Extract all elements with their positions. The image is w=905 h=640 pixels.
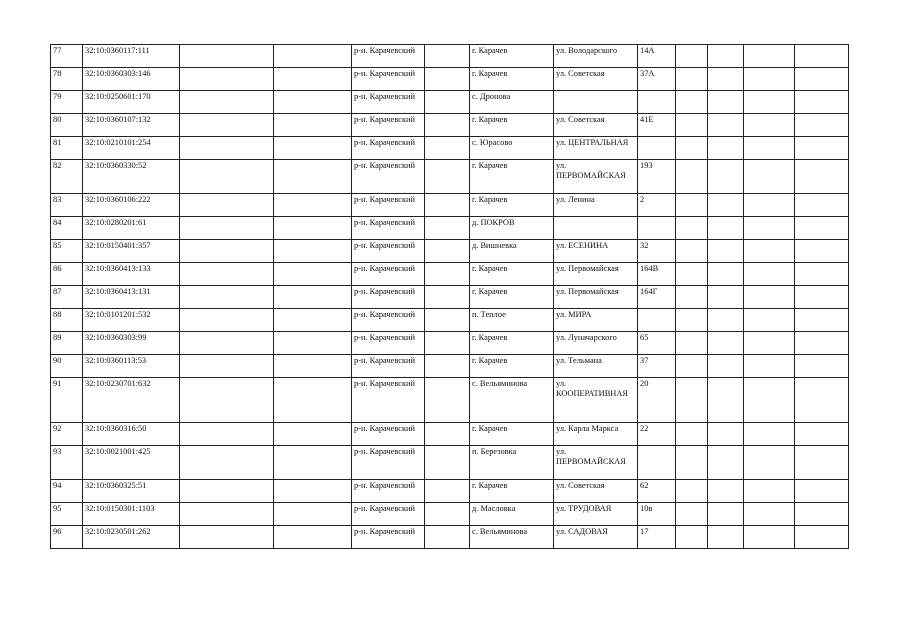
table-row xyxy=(51,45,849,68)
blank-cell xyxy=(676,160,708,194)
blank-cell xyxy=(274,68,352,91)
blank-cell xyxy=(744,446,795,480)
locality-cell: г. Карачев xyxy=(470,286,554,309)
blank-cell xyxy=(676,286,708,309)
locality-cell: д. ПОКРОВ xyxy=(470,217,554,240)
blank-cell xyxy=(744,503,795,526)
locality-cell: г. Карачев xyxy=(470,355,554,378)
blank-cell xyxy=(744,263,795,286)
house-number-cell: 37 xyxy=(638,355,676,378)
locality-cell: г. Карачев xyxy=(470,194,554,217)
street-cell: ул. ЦЕНТРАЛЬНАЯ xyxy=(554,137,638,160)
house-number-cell: 32 xyxy=(638,240,676,263)
blank-cell xyxy=(180,91,274,114)
blank-cell xyxy=(274,480,352,503)
blank-cell xyxy=(274,217,352,240)
locality-cell: с. Дронова xyxy=(470,91,554,114)
cadastral-number-cell: 32:10:0210101:254 xyxy=(83,137,180,160)
blank-cell xyxy=(676,526,708,549)
blank-cell xyxy=(180,526,274,549)
cadastral-number-cell: 32:10:0150401:357 xyxy=(83,240,180,263)
blank-cell xyxy=(425,45,470,68)
blank-cell xyxy=(274,137,352,160)
cadastral-number-cell: 32:10:0360303:146 xyxy=(83,68,180,91)
blank-cell xyxy=(180,423,274,446)
district-cell: р-н. Карачевский xyxy=(352,526,425,549)
street-cell: ул. Ленина xyxy=(554,194,638,217)
house-number-cell: 14А xyxy=(638,45,676,68)
blank-cell xyxy=(795,526,849,549)
street-cell xyxy=(554,217,638,240)
blank-cell xyxy=(676,446,708,480)
blank-cell xyxy=(180,503,274,526)
row-number-cell: 96 xyxy=(51,526,83,549)
blank-cell xyxy=(180,378,274,423)
street-cell xyxy=(554,91,638,114)
blank-cell xyxy=(180,240,274,263)
table-row xyxy=(51,423,849,446)
cadastral-number-cell: 32:10:0360413:131 xyxy=(83,286,180,309)
blank-cell xyxy=(425,91,470,114)
blank-cell xyxy=(274,526,352,549)
blank-cell xyxy=(676,378,708,423)
blank-cell xyxy=(795,286,849,309)
house-number-cell xyxy=(638,91,676,114)
district-cell: р-н. Карачевский xyxy=(352,114,425,137)
blank-cell xyxy=(795,68,849,91)
blank-cell xyxy=(795,355,849,378)
blank-cell xyxy=(744,309,795,332)
locality-cell: п. Березовка xyxy=(470,446,554,480)
table-row xyxy=(51,194,849,217)
house-number-cell xyxy=(638,137,676,160)
table-row xyxy=(51,332,849,355)
cadastral-number-cell: 32:10:0230701:632 xyxy=(83,378,180,423)
blank-cell xyxy=(744,332,795,355)
blank-cell xyxy=(180,286,274,309)
street-cell: ул. Первомайская xyxy=(554,286,638,309)
row-number-cell: 93 xyxy=(51,446,83,480)
blank-cell xyxy=(744,526,795,549)
blank-cell xyxy=(744,194,795,217)
blank-cell xyxy=(425,480,470,503)
blank-cell xyxy=(795,114,849,137)
blank-cell xyxy=(795,160,849,194)
table-row xyxy=(51,286,849,309)
house-number-cell: 41Е xyxy=(638,114,676,137)
blank-cell xyxy=(676,114,708,137)
blank-cell xyxy=(708,503,744,526)
blank-cell xyxy=(708,91,744,114)
blank-cell xyxy=(180,446,274,480)
locality-cell: с. Вельяминова xyxy=(470,526,554,549)
blank-cell xyxy=(744,217,795,240)
district-cell: р-н. Карачевский xyxy=(352,423,425,446)
house-number-cell: 22 xyxy=(638,423,676,446)
blank-cell xyxy=(795,480,849,503)
locality-cell: г. Карачев xyxy=(470,45,554,68)
blank-cell xyxy=(425,503,470,526)
blank-cell xyxy=(708,240,744,263)
locality-cell: г. Карачев xyxy=(470,160,554,194)
street-cell: ул. ТРУДОВАЯ xyxy=(554,503,638,526)
locality-cell: г. Карачев xyxy=(470,332,554,355)
house-number-cell: 10в xyxy=(638,503,676,526)
row-number-cell: 95 xyxy=(51,503,83,526)
row-number-cell: 78 xyxy=(51,68,83,91)
house-number-cell: 164В xyxy=(638,263,676,286)
blank-cell xyxy=(274,446,352,480)
blank-cell xyxy=(180,137,274,160)
cadastral-number-cell: 32:10:0150301:1103 xyxy=(83,503,180,526)
blank-cell xyxy=(274,332,352,355)
blank-cell xyxy=(676,332,708,355)
cadastral-number-cell: 32:10:0360330:52 xyxy=(83,160,180,194)
row-number-cell: 90 xyxy=(51,355,83,378)
row-number-cell: 87 xyxy=(51,286,83,309)
table-row xyxy=(51,446,849,480)
district-cell: р-н. Карачевский xyxy=(352,68,425,91)
blank-cell xyxy=(708,526,744,549)
row-number-cell: 89 xyxy=(51,332,83,355)
blank-cell xyxy=(180,263,274,286)
blank-cell xyxy=(180,68,274,91)
district-cell: р-н. Карачевский xyxy=(352,45,425,68)
table-row xyxy=(51,263,849,286)
blank-cell xyxy=(795,378,849,423)
blank-cell xyxy=(744,137,795,160)
blank-cell xyxy=(676,68,708,91)
house-number-cell: 2 xyxy=(638,194,676,217)
blank-cell xyxy=(676,309,708,332)
street-cell: ул. Луначарского xyxy=(554,332,638,355)
table-row xyxy=(51,114,849,137)
locality-cell: д. Масловка xyxy=(470,503,554,526)
district-cell: р-н. Карачевский xyxy=(352,160,425,194)
blank-cell xyxy=(744,378,795,423)
locality-cell: г. Карачев xyxy=(470,423,554,446)
blank-cell xyxy=(180,309,274,332)
blank-cell xyxy=(795,503,849,526)
blank-cell xyxy=(708,355,744,378)
blank-cell xyxy=(795,423,849,446)
cadastral-number-cell: 32:10:0360107:132 xyxy=(83,114,180,137)
street-cell: ул. ПЕРВОМАЙСКАЯ xyxy=(554,446,638,480)
row-number-cell: 88 xyxy=(51,309,83,332)
row-number-cell: 92 xyxy=(51,423,83,446)
blank-cell xyxy=(744,480,795,503)
blank-cell xyxy=(795,263,849,286)
blank-cell xyxy=(708,217,744,240)
table-row xyxy=(51,526,849,549)
street-cell: ул. Советская xyxy=(554,480,638,503)
street-cell: ул. ПЕРВОМАЙСКАЯ xyxy=(554,160,638,194)
blank-cell xyxy=(274,160,352,194)
blank-cell xyxy=(676,423,708,446)
district-cell: р-н. Карачевский xyxy=(352,137,425,160)
blank-cell xyxy=(425,240,470,263)
house-number-cell: 62 xyxy=(638,480,676,503)
locality-cell: г. Карачев xyxy=(470,68,554,91)
row-number-cell: 79 xyxy=(51,91,83,114)
table-row xyxy=(51,503,849,526)
house-number-cell xyxy=(638,217,676,240)
blank-cell xyxy=(676,503,708,526)
blank-cell xyxy=(744,91,795,114)
table-row xyxy=(51,68,849,91)
locality-cell: г. Карачев xyxy=(470,114,554,137)
district-cell: р-н. Карачевский xyxy=(352,194,425,217)
table-row xyxy=(51,91,849,114)
street-cell: ул. Советская xyxy=(554,114,638,137)
blank-cell xyxy=(274,423,352,446)
blank-cell xyxy=(180,114,274,137)
blank-cell xyxy=(274,378,352,423)
cadastral-number-cell: 32:10:0021001:425 xyxy=(83,446,180,480)
district-cell: р-н. Карачевский xyxy=(352,355,425,378)
district-cell: р-н. Карачевский xyxy=(352,378,425,423)
blank-cell xyxy=(274,355,352,378)
blank-cell xyxy=(274,240,352,263)
district-cell: р-н. Карачевский xyxy=(352,309,425,332)
cadastral-number-cell: 32:10:0360325:51 xyxy=(83,480,180,503)
row-number-cell: 91 xyxy=(51,378,83,423)
blank-cell xyxy=(425,378,470,423)
table-row xyxy=(51,217,849,240)
blank-cell xyxy=(425,423,470,446)
blank-cell xyxy=(795,217,849,240)
blank-cell xyxy=(425,309,470,332)
blank-cell xyxy=(676,240,708,263)
district-cell: р-н. Карачевский xyxy=(352,480,425,503)
row-number-cell: 81 xyxy=(51,137,83,160)
blank-cell xyxy=(708,68,744,91)
blank-cell xyxy=(795,194,849,217)
locality-cell: г. Карачев xyxy=(470,263,554,286)
blank-cell xyxy=(795,45,849,68)
blank-cell xyxy=(425,332,470,355)
blank-cell xyxy=(744,240,795,263)
blank-cell xyxy=(274,503,352,526)
street-cell: ул. ЕСЕНИНА xyxy=(554,240,638,263)
blank-cell xyxy=(274,114,352,137)
blank-cell xyxy=(744,114,795,137)
cadastral-number-cell: 32:10:0360113:53 xyxy=(83,355,180,378)
district-cell: р-н. Карачевский xyxy=(352,286,425,309)
house-number-cell xyxy=(638,309,676,332)
locality-cell: д. Вишневка xyxy=(470,240,554,263)
blank-cell xyxy=(795,137,849,160)
street-cell: ул. САДОВАЯ xyxy=(554,526,638,549)
blank-cell xyxy=(795,309,849,332)
house-number-cell: 17 xyxy=(638,526,676,549)
blank-cell xyxy=(744,423,795,446)
table-row xyxy=(51,378,849,423)
house-number-cell: 164Г xyxy=(638,286,676,309)
district-cell: р-н. Карачевский xyxy=(352,263,425,286)
cadastral-number-cell: 32:10:0360303:99 xyxy=(83,332,180,355)
district-cell: р-н. Карачевский xyxy=(352,332,425,355)
blank-cell xyxy=(708,332,744,355)
blank-cell xyxy=(180,217,274,240)
blank-cell xyxy=(744,68,795,91)
blank-cell xyxy=(274,309,352,332)
locality-cell: п. Теплое xyxy=(470,309,554,332)
blank-cell xyxy=(795,91,849,114)
street-cell: ул. Володарского xyxy=(554,45,638,68)
blank-cell xyxy=(676,355,708,378)
land-registry-table xyxy=(50,44,849,549)
blank-cell xyxy=(274,286,352,309)
table-row xyxy=(51,160,849,194)
district-cell: р-н. Карачевский xyxy=(352,217,425,240)
blank-cell xyxy=(708,45,744,68)
street-cell: ул. Советская xyxy=(554,68,638,91)
blank-cell xyxy=(425,137,470,160)
blank-cell xyxy=(676,137,708,160)
row-number-cell: 83 xyxy=(51,194,83,217)
street-cell: ул. Первомайская xyxy=(554,263,638,286)
blank-cell xyxy=(676,480,708,503)
blank-cell xyxy=(274,263,352,286)
blank-cell xyxy=(425,194,470,217)
blank-cell xyxy=(708,114,744,137)
blank-cell xyxy=(274,194,352,217)
blank-cell xyxy=(425,263,470,286)
blank-cell xyxy=(744,45,795,68)
table-row xyxy=(51,309,849,332)
street-cell: ул. МИРА xyxy=(554,309,638,332)
district-cell: р-н. Карачевский xyxy=(352,503,425,526)
house-number-cell: 193 xyxy=(638,160,676,194)
table-row xyxy=(51,355,849,378)
cadastral-number-cell: 32:10:0250601:170 xyxy=(83,91,180,114)
blank-cell xyxy=(795,332,849,355)
blank-cell xyxy=(708,423,744,446)
row-number-cell: 86 xyxy=(51,263,83,286)
blank-cell xyxy=(744,355,795,378)
district-cell: р-н. Карачевский xyxy=(352,240,425,263)
street-cell: ул. КООПЕРАТИВНАЯ xyxy=(554,378,638,423)
blank-cell xyxy=(708,309,744,332)
house-number-cell: 65 xyxy=(638,332,676,355)
row-number-cell: 84 xyxy=(51,217,83,240)
blank-cell xyxy=(676,263,708,286)
cadastral-number-cell: 32:10:0360106:222 xyxy=(83,194,180,217)
row-number-cell: 80 xyxy=(51,114,83,137)
row-number-cell: 82 xyxy=(51,160,83,194)
blank-cell xyxy=(425,446,470,480)
blank-cell xyxy=(425,68,470,91)
blank-cell xyxy=(180,160,274,194)
blank-cell xyxy=(180,480,274,503)
blank-cell xyxy=(425,114,470,137)
row-number-cell: 85 xyxy=(51,240,83,263)
street-cell: ул. Тельмана xyxy=(554,355,638,378)
blank-cell xyxy=(708,160,744,194)
blank-cell xyxy=(274,45,352,68)
blank-cell xyxy=(744,286,795,309)
cadastral-number-cell: 32:10:0280201:61 xyxy=(83,217,180,240)
blank-cell xyxy=(425,355,470,378)
row-number-cell: 94 xyxy=(51,480,83,503)
cadastral-number-cell: 32:10:0101201:532 xyxy=(83,309,180,332)
blank-cell xyxy=(708,480,744,503)
district-cell: р-н. Карачевский xyxy=(352,446,425,480)
cadastral-number-cell: 32:10:0360117:111 xyxy=(83,45,180,68)
table-row xyxy=(51,480,849,503)
blank-cell xyxy=(676,217,708,240)
blank-cell xyxy=(274,91,352,114)
blank-cell xyxy=(708,378,744,423)
blank-cell xyxy=(795,240,849,263)
blank-cell xyxy=(425,286,470,309)
house-number-cell: 37А xyxy=(638,68,676,91)
blank-cell xyxy=(180,332,274,355)
district-cell: р-н. Карачевский xyxy=(352,91,425,114)
table-row xyxy=(51,240,849,263)
table-row xyxy=(51,137,849,160)
cadastral-number-cell: 32:10:0360316:50 xyxy=(83,423,180,446)
blank-cell xyxy=(708,263,744,286)
blank-cell xyxy=(708,446,744,480)
blank-cell xyxy=(676,91,708,114)
blank-cell xyxy=(676,194,708,217)
house-number-cell xyxy=(638,446,676,480)
blank-cell xyxy=(708,194,744,217)
blank-cell xyxy=(180,355,274,378)
house-number-cell: 20 xyxy=(638,378,676,423)
locality-cell: с. Вельяминова xyxy=(470,378,554,423)
locality-cell: г. Карачев xyxy=(470,480,554,503)
blank-cell xyxy=(180,194,274,217)
blank-cell xyxy=(676,45,708,68)
blank-cell xyxy=(425,217,470,240)
locality-cell: с. Юрасово xyxy=(470,137,554,160)
street-cell: ул. Карла Маркса xyxy=(554,423,638,446)
blank-cell xyxy=(425,526,470,549)
blank-cell xyxy=(708,286,744,309)
blank-cell xyxy=(795,446,849,480)
blank-cell xyxy=(708,137,744,160)
cadastral-number-cell: 32:10:0230501:262 xyxy=(83,526,180,549)
blank-cell xyxy=(744,160,795,194)
cadastral-number-cell: 32:10:0360413:133 xyxy=(83,263,180,286)
blank-cell xyxy=(425,160,470,194)
row-number-cell: 77 xyxy=(51,45,83,68)
blank-cell xyxy=(180,45,274,68)
